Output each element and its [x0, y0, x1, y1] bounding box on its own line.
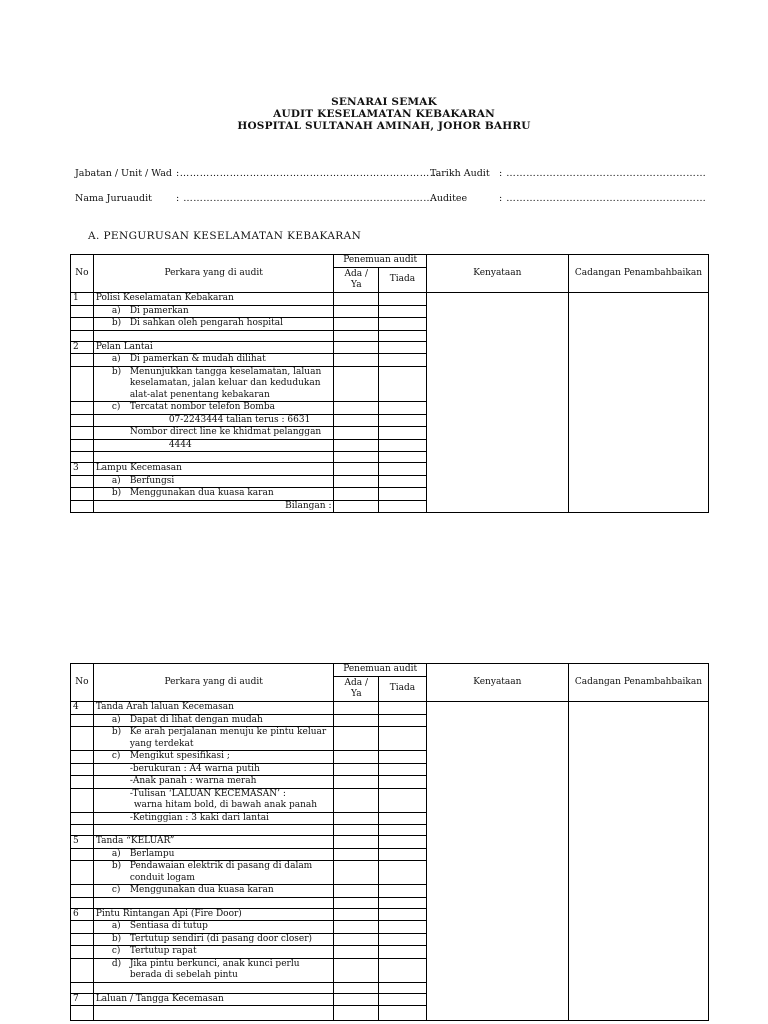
- ya-cell[interactable]: [334, 318, 379, 331]
- row-item: b) Menggunakan dua kuasa karan: [93, 488, 334, 501]
- row-item: c) Tertutup rapat: [93, 946, 334, 959]
- ya-cell[interactable]: [334, 702, 379, 715]
- row-item: b) Di sahkan oleh pengarah hospital: [93, 318, 334, 331]
- row-item: c) Mengikut spesifikasi ;: [93, 751, 334, 764]
- tiada-cell[interactable]: [379, 463, 427, 476]
- row-item: 07-2243444 talian terus : 6631: [93, 414, 334, 427]
- audit-table-1: [70, 254, 709, 513]
- ya-cell[interactable]: [334, 921, 379, 934]
- row-number: 6: [71, 908, 94, 921]
- cadangan-cell[interactable]: [568, 293, 708, 513]
- tiada-cell[interactable]: [379, 293, 427, 306]
- jabatan-field[interactable]: :……………………………………………………………………: [176, 168, 440, 179]
- header-cadangan: Cadangan Penambahbaikan: [568, 255, 708, 293]
- row-item: -Ketinggian : 3 kaki dari lantai: [93, 812, 334, 825]
- tiada-cell[interactable]: [379, 341, 427, 354]
- row-item: Pelan Lantai: [93, 341, 334, 354]
- ya-cell[interactable]: [334, 714, 379, 727]
- tiada-cell[interactable]: [379, 921, 427, 934]
- tiada-cell[interactable]: [379, 776, 427, 789]
- row-item: Tanda Arah laluan Kecemasan: [93, 702, 334, 715]
- ya-cell[interactable]: [334, 354, 379, 367]
- row-item: a) Di pamerkan & mudah dilihat: [93, 354, 334, 367]
- ya-cell[interactable]: [334, 885, 379, 898]
- tiada-cell[interactable]: [379, 946, 427, 959]
- ya-cell[interactable]: [334, 908, 379, 921]
- tiada-cell[interactable]: [379, 475, 427, 488]
- ya-cell[interactable]: [334, 341, 379, 354]
- row-item: a) Di pamerkan: [93, 305, 334, 318]
- row-item: Lampu Kecemasan: [93, 463, 334, 476]
- ya-cell[interactable]: [334, 463, 379, 476]
- ya-cell[interactable]: [334, 958, 379, 982]
- tiada-cell[interactable]: [379, 812, 427, 825]
- header-kenyataan: Kenyataan: [426, 664, 568, 702]
- row-item: b) Ke arah perjalanan menuju ke pintu keluar yang terdekat: [93, 727, 334, 751]
- row-item: 4444: [93, 439, 334, 452]
- ya-cell[interactable]: [334, 414, 379, 427]
- tiada-cell[interactable]: [379, 861, 427, 885]
- ya-cell[interactable]: [334, 475, 379, 488]
- ya-cell[interactable]: [334, 500, 379, 513]
- header-penemuan: Penemuan audit: [334, 255, 426, 268]
- row-item: Polisi Keselamatan Kebakaran: [93, 293, 334, 306]
- ya-cell[interactable]: [334, 933, 379, 946]
- ya-cell[interactable]: [334, 366, 379, 402]
- header-tiada: Tiada: [379, 268, 427, 293]
- auditee-label: Auditee: [430, 193, 468, 204]
- row-number: 5: [71, 836, 94, 849]
- header-ada-ya: Ada / Ya: [334, 677, 379, 702]
- tarikh-field[interactable]: : ……………………………………………………: [499, 168, 707, 179]
- kenyataan-cell[interactable]: [426, 293, 568, 513]
- row-item: Laluan / Tangga Kecemasan: [93, 993, 334, 1006]
- tiada-cell[interactable]: [379, 727, 427, 751]
- doc-title-2: AUDIT KESELAMATAN KEBAKARAN: [273, 108, 495, 120]
- header-item: Perkara yang di audit: [93, 664, 334, 702]
- jabatan-label: Jabatan / Unit / Wad: [75, 168, 172, 179]
- row-item: b) Pendawaian elektrik di pasang di dalam conduit logam: [93, 861, 334, 885]
- nama-field[interactable]: : …………………………………………………………………: [176, 193, 434, 204]
- tiada-cell[interactable]: [379, 439, 427, 452]
- row-item: b) Tertutup sendiri (di pasang door closer): [93, 933, 334, 946]
- row-item: -Tulisan ‘LALUAN KECEMASAN’ : warna hitam bold, di bawah anak panah: [93, 788, 334, 812]
- row-item: a) Dapat di lihat dengan mudah: [93, 714, 334, 727]
- tiada-cell[interactable]: [379, 702, 427, 715]
- tiada-cell[interactable]: [379, 788, 427, 812]
- row-item: -Anak panah : warna merah: [93, 776, 334, 789]
- header-kenyataan: Kenyataan: [426, 255, 568, 293]
- cadangan-cell[interactable]: [568, 702, 708, 1021]
- tiada-cell[interactable]: [379, 402, 427, 415]
- row-number: 4: [71, 702, 94, 715]
- nama-label: Nama Juruaudit: [75, 193, 152, 204]
- header-item: Perkara yang di audit: [93, 255, 334, 293]
- tiada-cell[interactable]: [379, 318, 427, 331]
- ya-cell[interactable]: [334, 993, 379, 1006]
- row-item: Tanda “KELUAR”: [93, 836, 334, 849]
- header-tiada: Tiada: [379, 677, 427, 702]
- tiada-cell[interactable]: [379, 427, 427, 440]
- row-number: 7: [71, 993, 94, 1006]
- tarikh-label: Tarikh Audit: [430, 168, 490, 179]
- doc-title-3: HOSPITAL SULTANAH AMINAH, JOHOR BAHRU: [237, 120, 531, 132]
- tiada-cell[interactable]: [379, 414, 427, 427]
- row-item: Nombor direct line ke khidmat pelanggan: [93, 427, 334, 440]
- tiada-cell[interactable]: [379, 305, 427, 318]
- tiada-cell[interactable]: [379, 993, 427, 1006]
- ya-cell[interactable]: [334, 751, 379, 764]
- ya-cell[interactable]: [334, 763, 379, 776]
- section-heading: A. PENGURUSAN KESELAMATAN KEBAKARAN: [88, 230, 362, 242]
- audit-table-2: [70, 663, 709, 1021]
- tiada-cell[interactable]: [379, 500, 427, 513]
- row-item: a) Sentiasa di tutup: [93, 921, 334, 934]
- ya-cell[interactable]: [334, 488, 379, 501]
- tiada-cell[interactable]: [379, 836, 427, 849]
- ya-cell[interactable]: [334, 776, 379, 789]
- header-ada-ya: Ada / Ya: [334, 268, 379, 293]
- ya-cell[interactable]: [334, 293, 379, 306]
- tiada-cell[interactable]: [379, 488, 427, 501]
- tiada-cell[interactable]: [379, 958, 427, 982]
- header-no: No: [71, 664, 94, 702]
- bilangan-label: Bilangan :: [93, 500, 334, 513]
- ya-cell[interactable]: [334, 788, 379, 812]
- row-number: 2: [71, 341, 94, 354]
- row-number: 3: [71, 463, 94, 476]
- ya-cell[interactable]: [334, 861, 379, 885]
- doc-title-1: SENARAI SEMAK: [331, 96, 437, 108]
- row-item: c) Tercatat nombor telefon Bomba: [93, 402, 334, 415]
- tiada-cell[interactable]: [379, 751, 427, 764]
- tiada-cell[interactable]: [379, 763, 427, 776]
- row-item: -berukuran : A4 warna putih: [93, 763, 334, 776]
- tiada-cell[interactable]: [379, 714, 427, 727]
- ya-cell[interactable]: [334, 402, 379, 415]
- ya-cell[interactable]: [334, 946, 379, 959]
- auditee-field[interactable]: : ……………………………………………………: [499, 193, 707, 204]
- tiada-cell[interactable]: [379, 933, 427, 946]
- header-no: No: [71, 255, 94, 293]
- kenyataan-cell[interactable]: [426, 702, 568, 1021]
- row-item: d) Jika pintu berkunci, anak kunci perlu berada di sebelah pintu: [93, 958, 334, 982]
- ya-cell[interactable]: [334, 727, 379, 751]
- ya-cell[interactable]: [334, 848, 379, 861]
- ya-cell[interactable]: [334, 427, 379, 440]
- tiada-cell[interactable]: [379, 366, 427, 402]
- ya-cell[interactable]: [334, 439, 379, 452]
- row-number: 1: [71, 293, 94, 306]
- tiada-cell[interactable]: [379, 908, 427, 921]
- row-item: a) Berlampu: [93, 848, 334, 861]
- row-item: b) Menunjukkan tangga keselamatan, laluan keselamatan, jalan keluar dan kedudukan alat-alat penentang kebakaran: [93, 366, 334, 402]
- header-cadangan: Cadangan Penambahbaikan: [568, 664, 708, 702]
- ya-cell[interactable]: [334, 305, 379, 318]
- header-penemuan: Penemuan audit: [334, 664, 426, 677]
- tiada-cell[interactable]: [379, 354, 427, 367]
- row-item: Pintu Rintangan Api (Fire Door): [93, 908, 334, 921]
- row-item: a) Berfungsi: [93, 475, 334, 488]
- row-item: c) Menggunakan dua kuasa karan: [93, 885, 334, 898]
- tiada-cell[interactable]: [379, 848, 427, 861]
- ya-cell[interactable]: [334, 812, 379, 825]
- tiada-cell[interactable]: [379, 885, 427, 898]
- ya-cell[interactable]: [334, 836, 379, 849]
